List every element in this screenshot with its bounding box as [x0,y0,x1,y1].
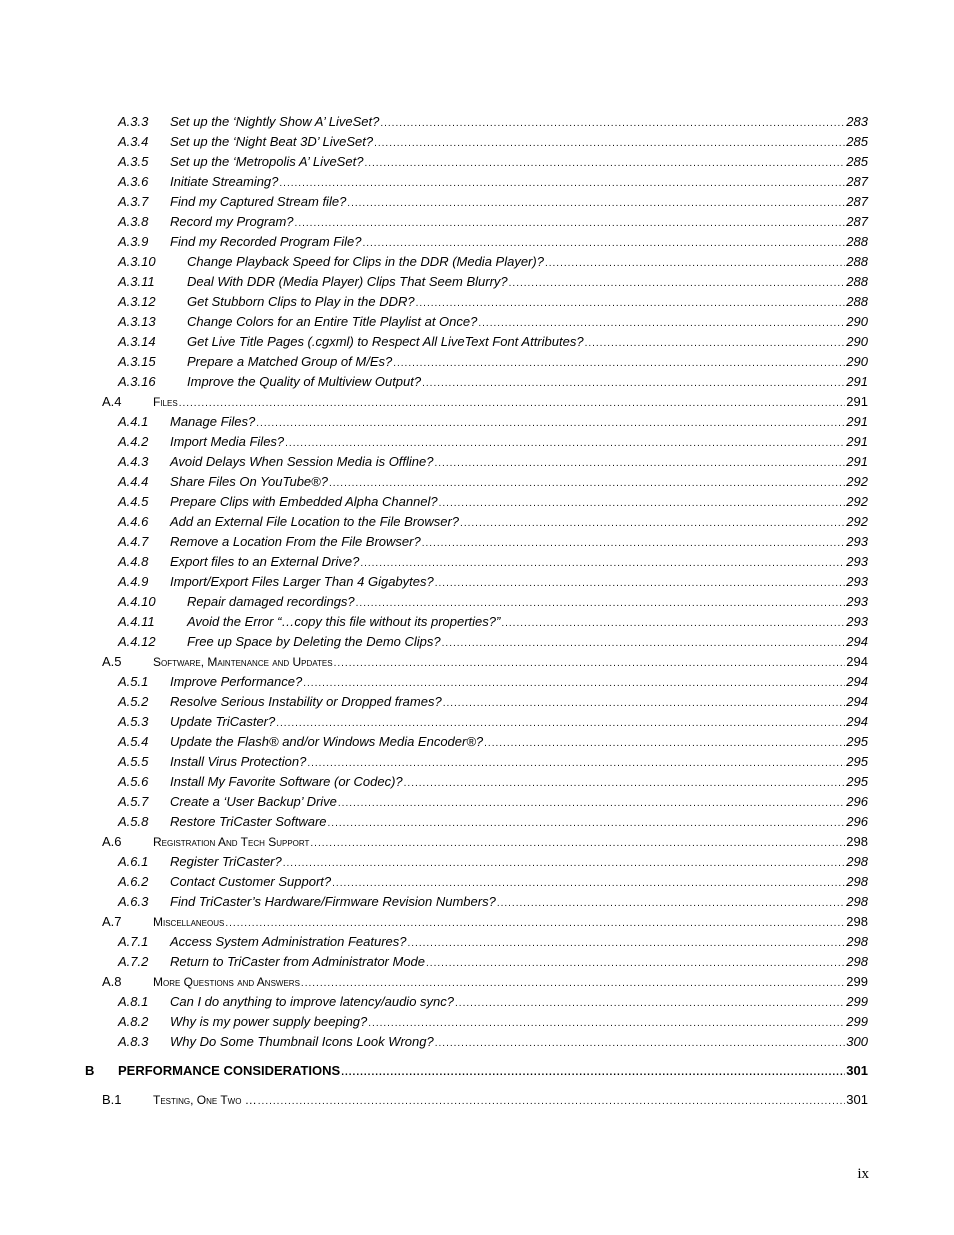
toc-entry-number: A.4.9 [118,574,149,589]
dot-leader [374,134,845,154]
toc-entry-title: Set up the ‘Night Beat 3D’ LiveSet? [170,134,374,149]
toc-entry-page: 288 [846,254,868,269]
toc-entry-page: 293 [846,554,868,569]
toc-entry-number: A.4.8 [118,554,149,569]
dot-leader [455,994,845,1014]
dot-leader [276,714,845,734]
toc-entry-title: Export files to an External Drive? [170,554,360,569]
toc-entry-page: 287 [846,174,868,189]
toc-entry[interactable] [0,372,954,392]
toc-entry-number: A.8 [102,974,122,989]
toc-entry[interactable] [0,432,954,452]
toc-entry-page: 292 [846,474,868,489]
toc-entry-number: A.3.8 [118,214,149,229]
toc-entry[interactable] [0,752,954,772]
toc-entry[interactable] [0,472,954,492]
dot-leader [380,114,845,134]
toc-entry-title [153,912,224,932]
toc-entry-page: 298 [846,914,868,929]
toc-entry-number: A.6.1 [118,854,149,869]
dot-leader [460,514,845,534]
toc-entry[interactable] [0,992,954,1012]
toc-entry-title [153,832,309,852]
dot-leader [256,414,845,434]
toc-entry[interactable] [0,732,954,752]
toc-entry-title: PERFORMANCE CONSIDERATIONS [118,1063,341,1078]
toc-entry-number: A.4.2 [118,434,149,449]
toc-entry-number: A.5.6 [118,774,149,789]
toc-entry-number: A.3.12 [118,294,156,309]
dot-leader [328,814,846,834]
toc-entry-page: 294 [846,674,868,689]
toc-entry[interactable] [0,672,954,692]
toc-entry-title: Share Files On YouTube®? [170,474,328,489]
toc-entry-page: 290 [846,314,868,329]
toc-entry-number: A.4.7 [118,534,149,549]
toc-entry-title-text: Software, Maintenance and Updates [153,655,333,669]
toc-entry[interactable] [0,492,954,512]
toc-entry[interactable] [0,172,954,192]
dot-leader [509,274,846,294]
toc-entry-number: A.4.3 [118,454,149,469]
toc-entry[interactable] [0,452,954,472]
toc-entry[interactable] [0,192,954,212]
toc-entry-page: 293 [846,614,868,629]
toc-entry-title: Deal With DDR (Media Player) Clips That Seem Blurry? [187,274,508,289]
toc-entry-title: Register TriCaster? [170,854,282,869]
toc-entry-page: 288 [846,294,868,309]
toc-entry-title: Free up Space by Deleting the Demo Clips? [187,634,441,649]
toc-entry[interactable] [0,272,954,292]
dot-leader [435,454,846,474]
toc-entry-page: 293 [846,594,868,609]
toc-entry-number: A.5.5 [118,754,149,769]
toc-entry[interactable] [0,832,954,852]
toc-entry[interactable] [0,212,954,232]
dot-leader [545,254,845,274]
toc-entry-number: A.5.3 [118,714,149,729]
toc-entry-page: 296 [846,794,868,809]
toc-entry-number: A.4.12 [118,634,156,649]
toc-entry-title: Remove a Location From the File Browser? [170,534,421,549]
toc-entry-title-text: Testing, One Two … [153,1093,257,1107]
toc-entry-title-text: Registration And Tech Support [153,835,310,849]
toc-entry-number: A.5.2 [118,694,149,709]
toc-entry-page: 299 [846,994,868,1009]
toc-entry-page: 287 [846,194,868,209]
toc-entry-number: A.4.6 [118,514,149,529]
toc-entry[interactable] [0,1061,954,1081]
toc-entry-page: 291 [846,434,868,449]
toc-entry-number: A.4.4 [118,474,149,489]
toc-entry-title: Restore TriCaster Software [170,814,327,829]
toc-entry-number: A.4.5 [118,494,149,509]
toc-entry-number: A.5.8 [118,814,149,829]
dot-leader [303,674,845,694]
dot-leader [334,654,846,674]
dot-leader [301,974,845,994]
toc-entry[interactable] [0,912,954,932]
dot-leader [435,1034,846,1054]
toc-entry-page: 290 [846,354,868,369]
toc-entry-page: 298 [846,874,868,889]
toc-entry-title: Resolve Serious Instability or Dropped frames? [170,694,442,709]
toc-entry-title [153,392,178,412]
dot-leader [307,754,845,774]
toc-entry-title: Improve the Quality of Multiview Output? [187,374,422,389]
toc-entry-number: A.7 [102,914,122,929]
toc-entry-page: 285 [846,134,868,149]
toc-entry-page: 287 [846,214,868,229]
toc-entry-page: 294 [846,654,868,669]
dot-leader [393,354,845,374]
toc-entry[interactable] [0,512,954,532]
dot-leader [442,634,846,654]
toc-entry-number: A.5 [102,654,122,669]
toc-entry-number: A.3.5 [118,154,149,169]
toc-entry[interactable] [0,632,954,652]
toc-entry-title: Initiate Streaming? [170,174,279,189]
toc-entry-number: A.3.9 [118,234,149,249]
dot-leader [338,794,845,814]
toc-entry[interactable] [0,932,954,952]
toc-entry-page: 290 [846,334,868,349]
toc-entry[interactable] [0,612,954,632]
toc-entry-page: 296 [846,814,868,829]
toc-entry-number: A.3.14 [118,334,156,349]
dot-leader [478,314,845,334]
toc-entry-page: 288 [846,234,868,249]
toc-entry-title-text: Files [153,395,178,409]
toc-entry-number: A.3.10 [118,254,156,269]
dot-leader [416,294,846,314]
toc-entry[interactable] [0,332,954,352]
dot-leader [332,874,845,894]
toc-entry-number: A.3.11 [118,274,155,289]
toc-entry-title: Install Virus Protection? [170,754,307,769]
toc-entry-page: 295 [846,754,868,769]
toc-entry-title: Repair damaged recordings? [187,594,355,609]
toc-entry[interactable] [0,1032,954,1052]
toc-entry-title: Prepare Clips with Embedded Alpha Channel? [170,494,438,509]
toc-entry[interactable] [0,392,954,412]
dot-leader [360,554,845,574]
toc-entry-title: Import Media Files? [170,434,285,449]
toc-entry-number: B [85,1063,95,1078]
dot-leader [497,894,845,914]
toc-entry-page: 295 [846,774,868,789]
toc-entry-title: Install My Favorite Software (or Codec)? [170,774,403,789]
toc-entry-page: 298 [846,894,868,909]
toc-entry-number: A.4 [102,394,122,409]
toc-entry-title: Can I do anything to improve latency/audio sync? [170,994,455,1009]
toc-entry-title: Avoid the Error “…copy this file without its properties?” [187,614,501,629]
dot-leader [368,1014,845,1034]
dot-leader [225,914,845,934]
dot-leader [285,434,845,454]
toc-entry-number: A.6.3 [118,894,149,909]
toc-entry-title: Find my Captured Stream file? [170,194,347,209]
toc-entry-page: 301 [846,1063,868,1078]
toc-entry-page: 298 [846,954,868,969]
toc-entry[interactable] [0,312,954,332]
toc-entry-page: 285 [846,154,868,169]
dot-leader [295,214,846,234]
toc-entry-title: Why Do Some Thumbnail Icons Look Wrong? [170,1034,434,1049]
toc-entry-page: 294 [846,714,868,729]
toc-entry-page: 288 [846,274,868,289]
dot-leader [408,934,846,954]
dot-leader [422,374,845,394]
toc-entry-title-text: More Questions and Answers [153,975,300,989]
dot-leader [404,774,846,794]
toc-entry-title: Access System Administration Features? [170,934,407,949]
toc-entry-title: Manage Files? [170,414,256,429]
toc-entry-number: A.3.4 [118,134,149,149]
toc-entry-title: Change Colors for an Entire Title Playlist at Once? [187,314,478,329]
toc-entry[interactable] [0,592,954,612]
toc-entry-title: Set up the ‘Metropolis A’ LiveSet? [170,154,364,169]
dot-leader [258,1092,846,1112]
toc-entry-title: Change Playback Speed for Clips in the DDR (Media Player)? [187,254,544,269]
toc-entry-page: 292 [846,494,868,509]
toc-entry[interactable] [0,872,954,892]
toc-entry-title: Record my Program? [170,214,294,229]
toc-entry-number: A.3.7 [118,194,149,209]
toc-entry-page: 298 [846,834,868,849]
toc-entry[interactable] [0,352,954,372]
toc-entry-title: Improve Performance? [170,674,303,689]
dot-leader [426,954,845,974]
toc-entry-number: A.3.6 [118,174,149,189]
toc-entry[interactable] [0,772,954,792]
toc-entry-page: 299 [846,1014,868,1029]
dot-leader [329,474,845,494]
toc-entry-title: Prepare a Matched Group of M/Es? [187,354,393,369]
toc-entry-number: A.4.10 [118,594,156,609]
dot-leader [585,334,846,354]
toc-entry[interactable] [0,952,954,972]
dot-leader [362,234,845,254]
dot-leader [341,1063,845,1083]
toc-entry[interactable] [0,152,954,172]
toc-entry-page: 283 [846,114,868,129]
toc-entry-page: 300 [846,1034,868,1049]
dot-leader [347,194,845,214]
toc-entry-number: A.3.16 [118,374,156,389]
toc-entry-page: 291 [846,374,868,389]
toc-entry[interactable] [0,712,954,732]
toc-entry-title: Why is my power supply beeping? [170,1014,368,1029]
toc-entry-page: 291 [846,454,868,469]
toc-entry-page: 295 [846,734,868,749]
toc-entry-page: 291 [846,414,868,429]
toc-entry[interactable] [0,112,954,132]
toc-entry-title: Avoid Delays When Session Media is Offline? [170,454,434,469]
toc-entry-number: A.3.3 [118,114,149,129]
toc-entry[interactable] [0,652,954,672]
toc-entry-page: 292 [846,514,868,529]
toc-entry-page: 291 [846,394,868,409]
dot-leader [435,574,846,594]
toc-entry-number: A.6.2 [118,874,149,889]
dot-leader [484,734,845,754]
toc-entry[interactable] [0,572,954,592]
toc-entry-title: Find TriCaster’s Hardware/Firmware Revision Numbers? [170,894,496,909]
toc-entry-number: A.3.13 [118,314,156,329]
toc-entry[interactable] [0,892,954,912]
toc-entry[interactable] [0,1012,954,1032]
toc-entry-title: Update TriCaster? [170,714,276,729]
toc-entry-title-text: Miscellaneous [153,915,225,929]
toc-entry[interactable] [0,552,954,572]
toc-entry[interactable] [0,232,954,252]
toc-entry[interactable] [0,412,954,432]
dot-leader [283,854,846,874]
toc-entry-page: 301 [846,1092,868,1107]
toc-entry[interactable] [0,132,954,152]
toc-entry-title [153,1090,257,1110]
toc-entry-title: Find my Recorded Program File? [170,234,362,249]
toc-entry-number: A.4.11 [118,614,155,629]
toc-entry-title: Set up the ‘Nightly Show A’ LiveSet? [170,114,380,129]
toc-entry-page: 294 [846,694,868,709]
toc-entry-title: Create a ‘User Backup’ Drive [170,794,337,809]
toc-entry-number: A.8.3 [118,1034,149,1049]
dot-leader [501,614,845,634]
toc-entry[interactable] [0,792,954,812]
page-number: ix [857,1166,869,1182]
toc-entry-page: 298 [846,854,868,869]
toc-entry-page: 299 [846,974,868,989]
toc-entry-number: A.5.4 [118,734,149,749]
toc-entry-number: A.3.15 [118,354,156,369]
toc-entry-page: 298 [846,934,868,949]
toc-entry-title: Get Stubborn Clips to Play in the DDR? [187,294,415,309]
dot-leader [279,174,845,194]
toc-entry-number: A.7.2 [118,954,149,969]
toc-entry-page: 293 [846,574,868,589]
toc-entry-number: A.4.1 [118,414,149,429]
toc-entry-page: 293 [846,534,868,549]
dot-leader [422,534,846,554]
toc-entry-title [153,972,300,992]
toc-entry-title: Add an External File Location to the File Browser? [170,514,460,529]
toc-entry-number: A.8.2 [118,1014,149,1029]
toc-entry-title [153,652,333,672]
toc-entry-number: A.5.7 [118,794,149,809]
toc-entry[interactable] [0,852,954,872]
toc-entry-title: Update the Flash® and/or Windows Media Encoder®? [170,734,484,749]
toc-entry[interactable] [0,692,954,712]
toc-entry-title: Get Live Title Pages (.cgxml) to Respect All LiveText Font Attributes? [187,334,584,349]
dot-leader [439,494,846,514]
dot-leader [443,694,846,714]
toc-entry-number: B.1 [102,1092,122,1107]
dot-leader [310,834,845,854]
toc-entry[interactable] [0,1090,954,1110]
toc-entry-number: A.5.1 [118,674,149,689]
toc-entry-title: Return to TriCaster from Administrator Mode [170,954,426,969]
dot-leader [356,594,846,614]
toc-entry[interactable] [0,972,954,992]
toc-entry-number: A.7.1 [118,934,149,949]
dot-leader [179,394,846,414]
toc-entry-number: A.6 [102,834,122,849]
dot-leader [364,154,845,174]
toc-entry[interactable] [0,292,954,312]
toc-entry-title: Contact Customer Support? [170,874,332,889]
toc-entry-title: Import/Export Files Larger Than 4 Gigabytes? [170,574,434,589]
toc-entry[interactable] [0,532,954,552]
toc-entry[interactable] [0,812,954,832]
toc-entry[interactable] [0,252,954,272]
toc-entry-page: 294 [846,634,868,649]
toc-entry-number: A.8.1 [118,994,149,1009]
